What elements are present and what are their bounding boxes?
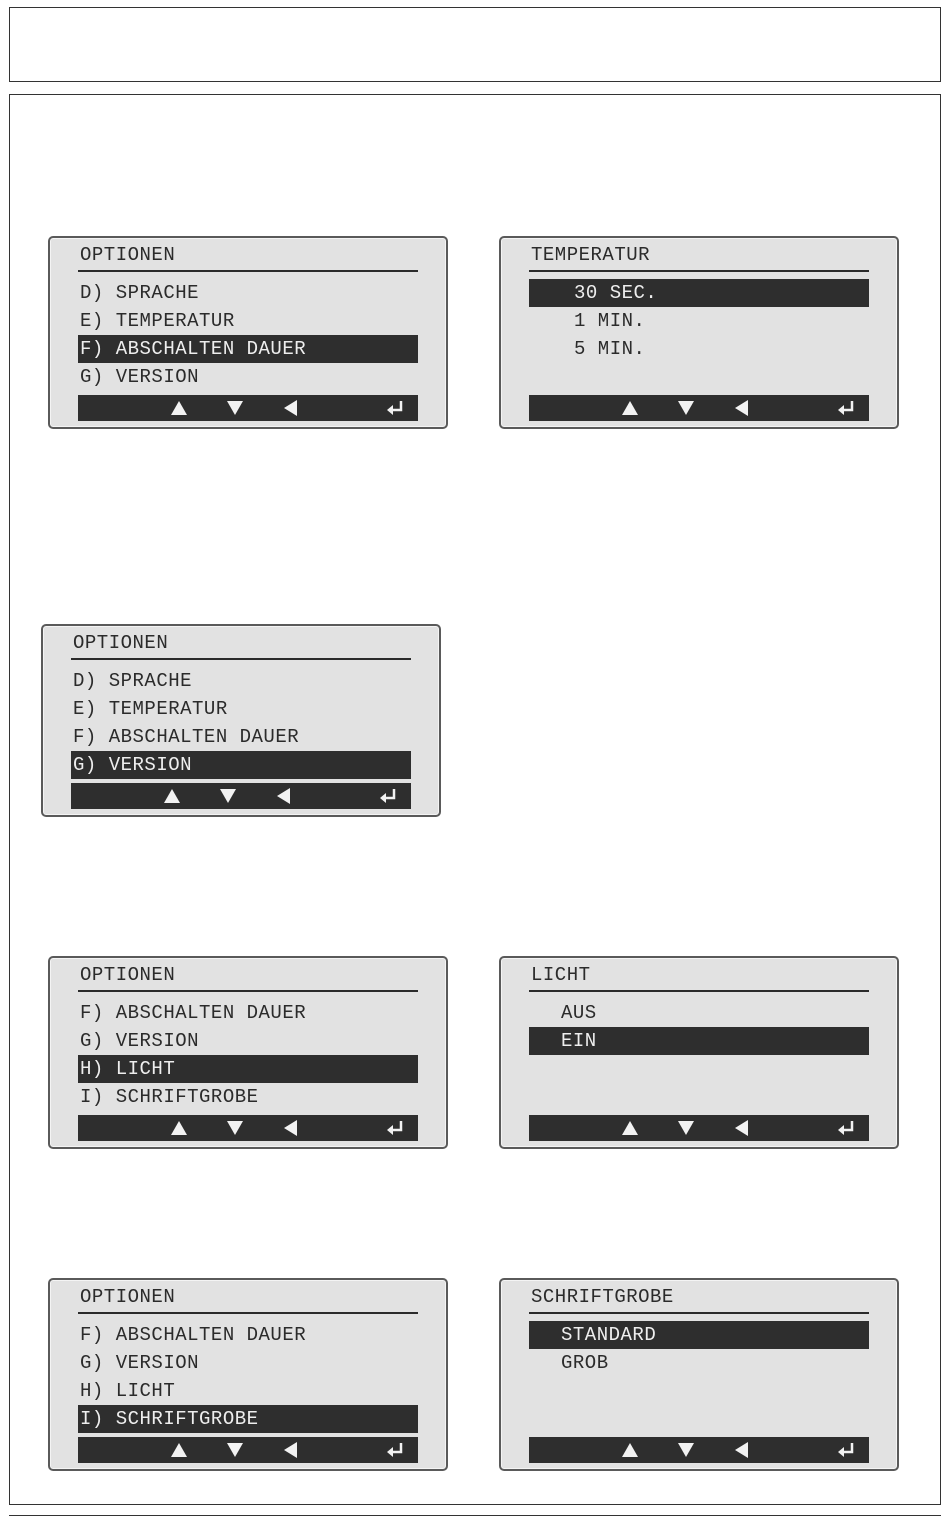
- up-arrow-icon: [166, 1437, 192, 1463]
- screen-title: LICHT: [531, 964, 591, 986]
- menu-item[interactable]: G) VERSION: [80, 1030, 200, 1052]
- nav-up-button[interactable]: [166, 395, 192, 421]
- lcd-screen: [48, 236, 448, 429]
- menu-item[interactable]: D) SPRACHE: [73, 670, 193, 692]
- menu-list: [529, 279, 869, 363]
- title-divider: [78, 990, 418, 992]
- nav-down-button[interactable]: [222, 1115, 248, 1141]
- nav-bar: [529, 1115, 869, 1141]
- nav-up-button[interactable]: [166, 1115, 192, 1141]
- menu-list: [529, 1321, 869, 1377]
- menu-item[interactable]: E) TEMPERATUR: [73, 698, 228, 720]
- title-divider: [529, 990, 869, 992]
- nav-back-button[interactable]: [729, 395, 755, 421]
- screen-title: SCHRIFTGROBE: [531, 1286, 674, 1308]
- menu-item[interactable]: F) ABSCHALTEN DAUER: [73, 726, 300, 748]
- nav-down-button[interactable]: [222, 395, 248, 421]
- menu-item[interactable]: F) ABSCHALTEN DAUER: [80, 1002, 307, 1024]
- down-arrow-icon: [222, 1437, 248, 1463]
- up-arrow-icon: [166, 1115, 192, 1141]
- nav-back-button[interactable]: [278, 1437, 304, 1463]
- nav-bar: [78, 1115, 418, 1141]
- menu-item-selected[interactable]: G) VERSION: [71, 751, 411, 779]
- nav-down-button[interactable]: [673, 1115, 699, 1141]
- menu-list: [529, 999, 869, 1055]
- up-arrow-icon: [617, 1437, 643, 1463]
- up-arrow-icon: [166, 395, 192, 421]
- nav-up-button[interactable]: [166, 1437, 192, 1463]
- nav-bar: [529, 1437, 869, 1463]
- menu-list: [71, 667, 411, 779]
- title-divider: [529, 1312, 869, 1314]
- enter-icon: [375, 783, 401, 809]
- menu-item-selected[interactable]: I) SCHRIFTGROBE: [78, 1405, 418, 1433]
- menu-item[interactable]: H) LICHT: [80, 1380, 176, 1402]
- nav-bar: [78, 1437, 418, 1463]
- down-arrow-icon: [673, 1115, 699, 1141]
- menu-item-selected[interactable]: STANDARD: [529, 1321, 869, 1349]
- left-arrow-icon: [278, 1437, 304, 1463]
- menu-item-selected[interactable]: F) ABSCHALTEN DAUER: [78, 335, 418, 363]
- screen-title: TEMPERATUR: [531, 244, 651, 266]
- screen-title: OPTIONEN: [73, 632, 169, 654]
- title-divider: [78, 1312, 418, 1314]
- down-arrow-icon: [673, 1437, 699, 1463]
- enter-icon: [833, 395, 859, 421]
- title-divider: [529, 270, 869, 272]
- down-arrow-icon: [215, 783, 241, 809]
- menu-item[interactable]: 1 MIN.: [574, 310, 646, 332]
- header-frame: [9, 7, 941, 82]
- nav-enter-button[interactable]: [382, 395, 408, 421]
- menu-item[interactable]: F) ABSCHALTEN DAUER: [80, 1324, 307, 1346]
- lcd-screen: [48, 1278, 448, 1471]
- menu-item[interactable]: I) SCHRIFTGROBE: [80, 1086, 259, 1108]
- menu-item[interactable]: G) VERSION: [80, 1352, 200, 1374]
- down-arrow-icon: [222, 395, 248, 421]
- menu-item-selected[interactable]: H) LICHT: [78, 1055, 418, 1083]
- footer-rule: [9, 1515, 941, 1516]
- nav-enter-button[interactable]: [833, 1437, 859, 1463]
- down-arrow-icon: [222, 1115, 248, 1141]
- enter-icon: [833, 1437, 859, 1463]
- menu-item[interactable]: D) SPRACHE: [80, 282, 200, 304]
- nav-enter-button[interactable]: [833, 1115, 859, 1141]
- nav-down-button[interactable]: [673, 1437, 699, 1463]
- lcd-screen: [41, 624, 441, 817]
- down-arrow-icon: [673, 395, 699, 421]
- nav-back-button[interactable]: [278, 395, 304, 421]
- screen-title: OPTIONEN: [80, 1286, 176, 1308]
- nav-down-button[interactable]: [215, 783, 241, 809]
- left-arrow-icon: [729, 1115, 755, 1141]
- up-arrow-icon: [617, 1115, 643, 1141]
- lcd-screen: [499, 236, 899, 429]
- menu-item[interactable]: AUS: [561, 1002, 597, 1024]
- nav-down-button[interactable]: [673, 395, 699, 421]
- nav-enter-button[interactable]: [375, 783, 401, 809]
- lcd-screen: [499, 956, 899, 1149]
- left-arrow-icon: [729, 1437, 755, 1463]
- nav-enter-button[interactable]: [382, 1115, 408, 1141]
- lcd-screen: [499, 1278, 899, 1471]
- title-divider: [71, 658, 411, 660]
- up-arrow-icon: [617, 395, 643, 421]
- menu-item[interactable]: GROB: [561, 1352, 609, 1374]
- nav-down-button[interactable]: [222, 1437, 248, 1463]
- menu-item-selected[interactable]: 30 SEC.: [529, 279, 869, 307]
- menu-list: [78, 279, 418, 391]
- enter-icon: [382, 395, 408, 421]
- nav-back-button[interactable]: [729, 1115, 755, 1141]
- menu-item[interactable]: E) TEMPERATUR: [80, 310, 235, 332]
- title-divider: [78, 270, 418, 272]
- nav-up-button[interactable]: [159, 783, 185, 809]
- menu-list: [78, 999, 418, 1111]
- up-arrow-icon: [159, 783, 185, 809]
- nav-enter-button[interactable]: [833, 395, 859, 421]
- enter-icon: [382, 1437, 408, 1463]
- left-arrow-icon: [278, 395, 304, 421]
- nav-back-button[interactable]: [271, 783, 297, 809]
- left-arrow-icon: [729, 395, 755, 421]
- nav-up-button[interactable]: [617, 1437, 643, 1463]
- enter-icon: [382, 1115, 408, 1141]
- nav-bar: [78, 395, 418, 421]
- menu-item[interactable]: 5 MIN.: [574, 338, 646, 360]
- nav-back-button[interactable]: [729, 1437, 755, 1463]
- menu-list: [78, 1321, 418, 1433]
- nav-bar: [529, 395, 869, 421]
- nav-up-button[interactable]: [617, 1115, 643, 1141]
- nav-bar: [71, 783, 411, 809]
- screen-title: OPTIONEN: [80, 964, 176, 986]
- screen-title: OPTIONEN: [80, 244, 176, 266]
- lcd-screen: [48, 956, 448, 1149]
- nav-enter-button[interactable]: [382, 1437, 408, 1463]
- enter-icon: [833, 1115, 859, 1141]
- menu-item-selected[interactable]: EIN: [529, 1027, 869, 1055]
- left-arrow-icon: [278, 1115, 304, 1141]
- left-arrow-icon: [271, 783, 297, 809]
- menu-item[interactable]: G) VERSION: [80, 366, 200, 388]
- nav-up-button[interactable]: [617, 395, 643, 421]
- nav-back-button[interactable]: [278, 1115, 304, 1141]
